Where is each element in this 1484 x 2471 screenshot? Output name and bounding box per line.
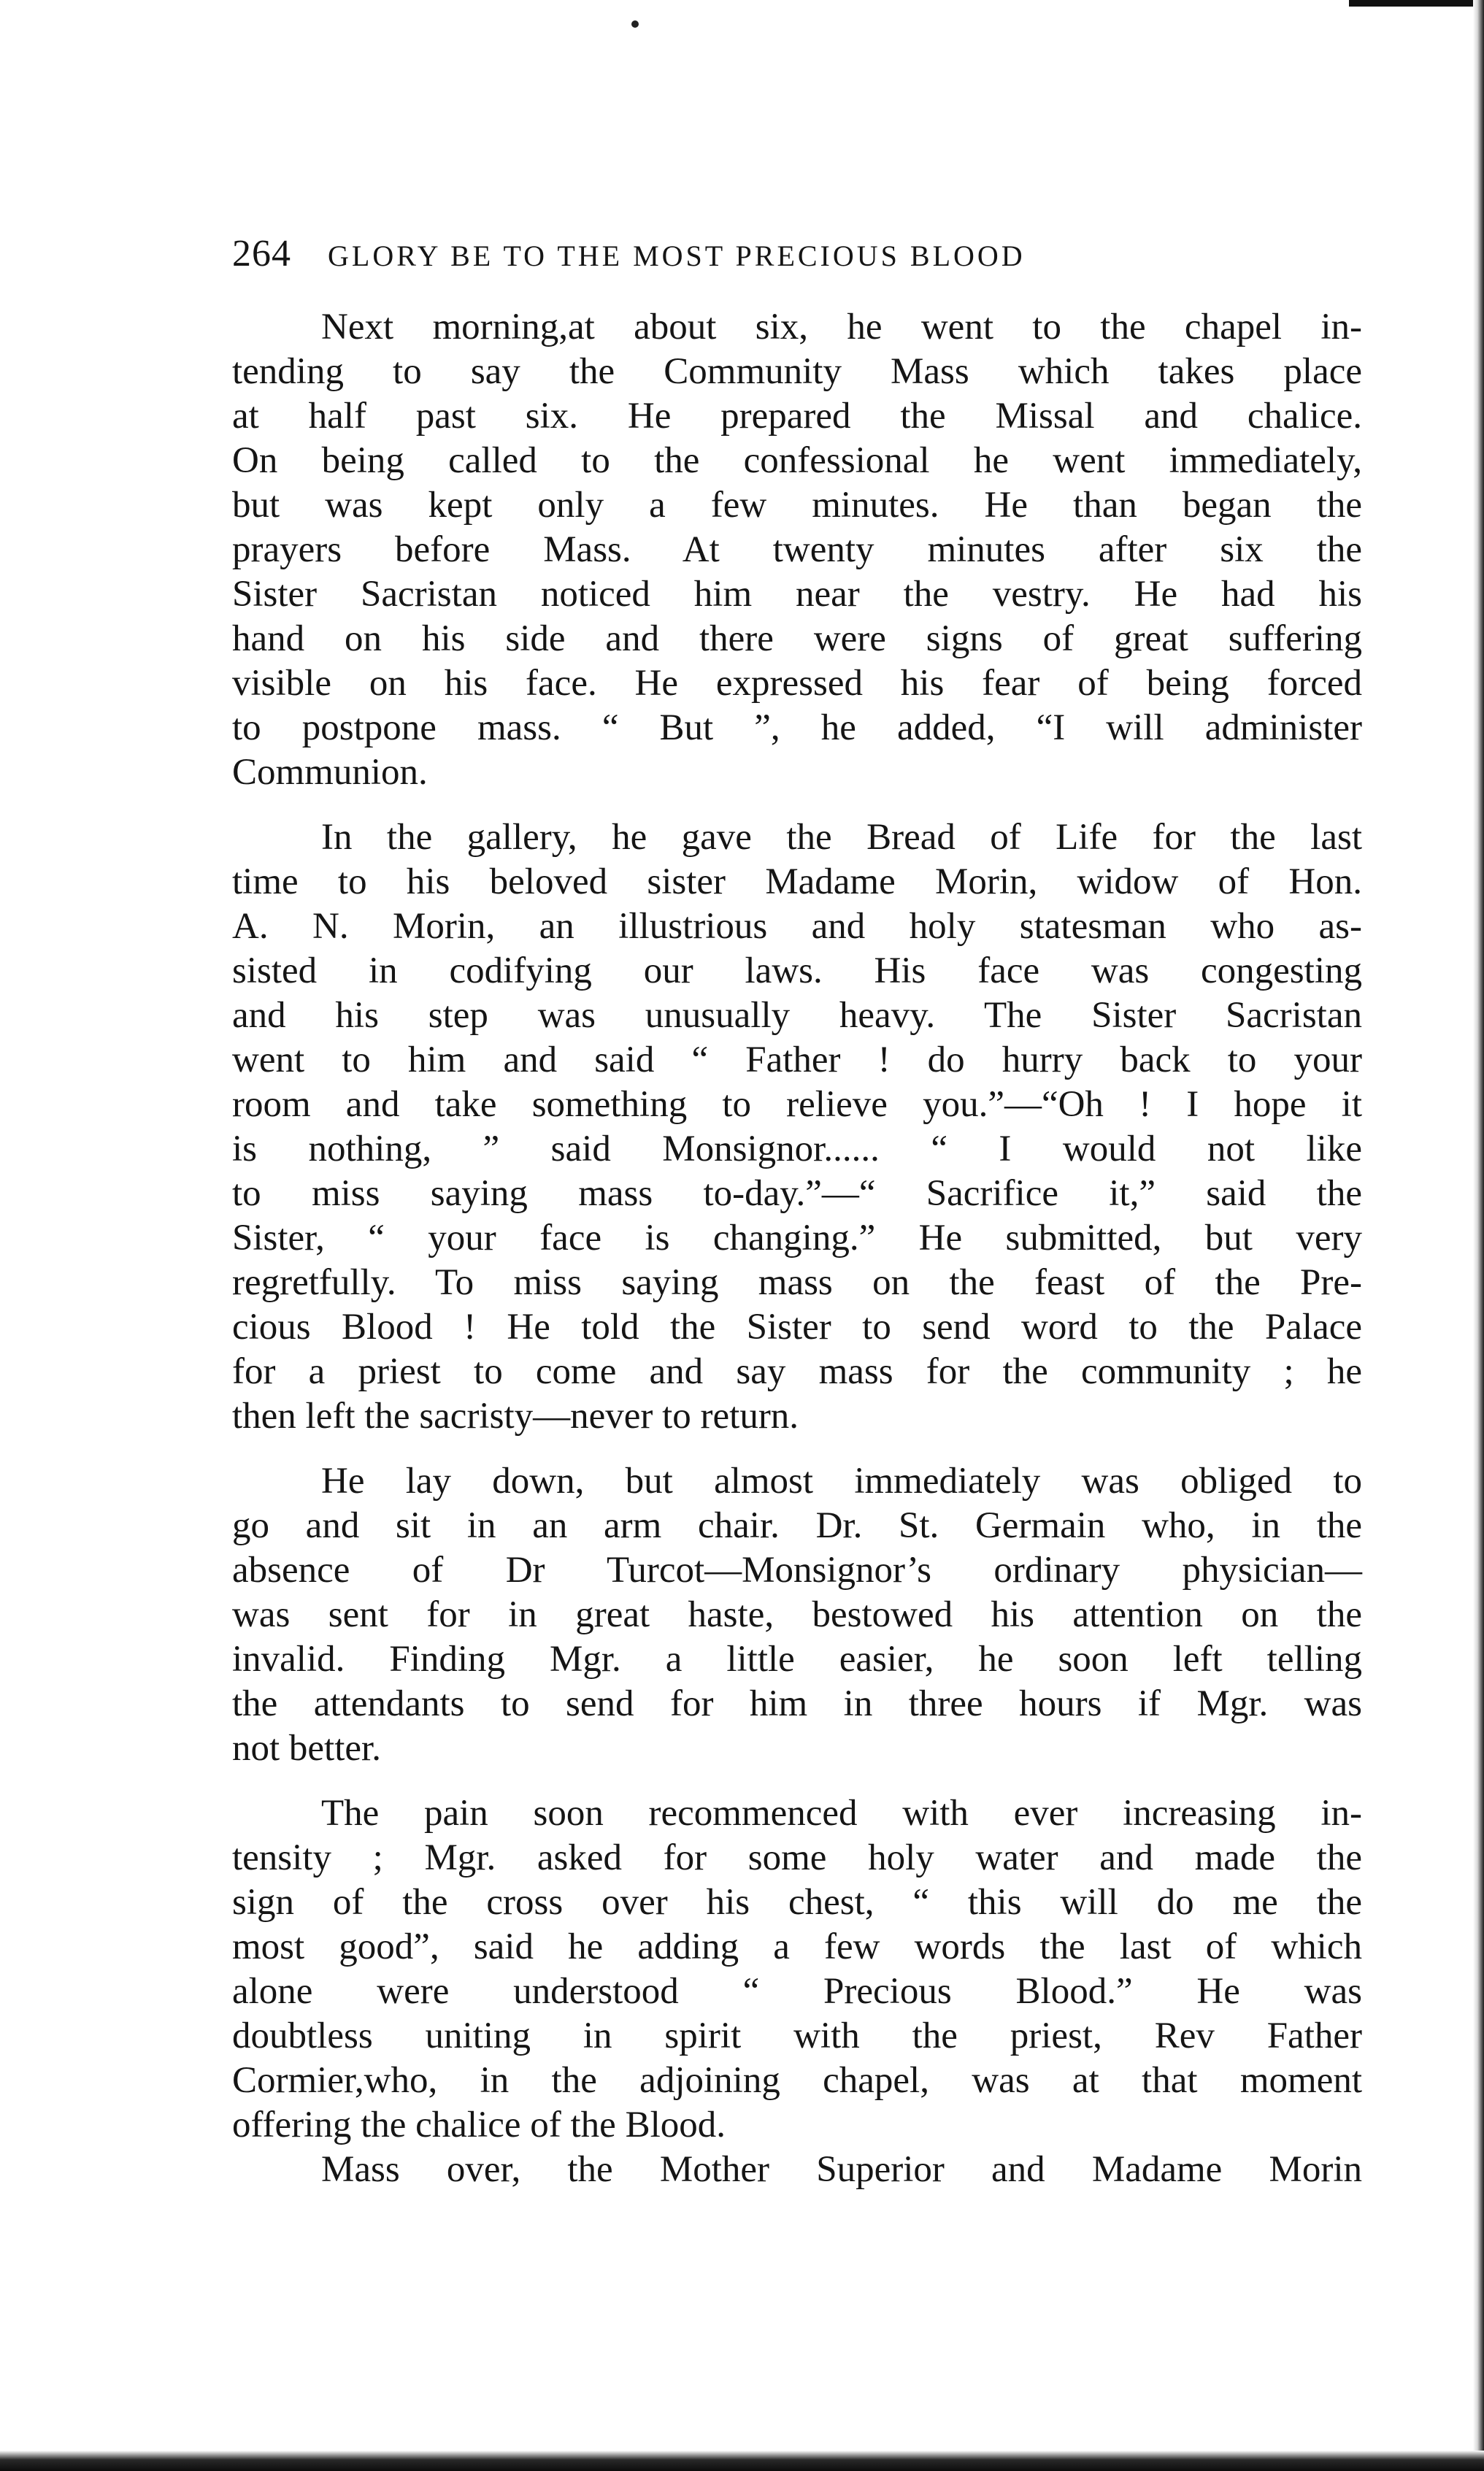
page-header bbox=[232, 232, 1371, 283]
text-line: alone were understood “ Precious Blood.” He was bbox=[232, 1971, 1362, 2012]
text-line: Sister Sacristan noticed him near the vestry. He had his bbox=[232, 574, 1362, 615]
text-line: hand on his side and there were signs of great suffering bbox=[232, 618, 1362, 659]
text-line: cious Blood ! He told the Sister to send word to the Palace bbox=[232, 1307, 1362, 1348]
text-line: room and take something to relieve you.”—“Oh ! I hope it bbox=[232, 1084, 1362, 1125]
text-line: prayers before Mass. At twenty minutes after six the bbox=[232, 529, 1362, 570]
text-line: most good”, said he adding a few words the last of which bbox=[232, 1926, 1362, 1967]
body-text bbox=[232, 305, 1362, 2213]
text-line: is nothing, ” said Monsignor...... “ I would not like bbox=[232, 1129, 1362, 1169]
text-line: was sent for in great haste, bestowed his attention on the bbox=[232, 1594, 1362, 1635]
text-line: visible on his face. He expressed his fear of being forced bbox=[232, 663, 1362, 704]
text-line: The pain soon recommenced with ever increasing in- bbox=[321, 1793, 1362, 1834]
scan-edge-top bbox=[1349, 0, 1484, 7]
text-line: not better. bbox=[232, 1728, 381, 1769]
text-line: time to his beloved sister Madame Morin, widow of Hon. bbox=[232, 861, 1362, 902]
scan-edge-bottom bbox=[0, 2451, 1484, 2471]
text-line: invalid. Finding Mgr. a little easier, he soon left telling bbox=[232, 1639, 1362, 1680]
text-line: Communion. bbox=[232, 752, 428, 793]
paragraph bbox=[232, 1791, 1362, 2148]
paragraph bbox=[232, 815, 1362, 1439]
text-line: go and sit in an arm chair. Dr. St. Germain who, in the bbox=[232, 1505, 1362, 1546]
text-line: to miss saying mass to-day.”—“ Sacrifice it,” said the bbox=[232, 1173, 1362, 1214]
paragraph bbox=[232, 1459, 1362, 1771]
scan-speck bbox=[631, 20, 639, 28]
text-line: tensity ; Mgr. asked for some holy water and made the bbox=[232, 1837, 1362, 1878]
text-line: Cormier,who, in the adjoining chapel, was at that moment bbox=[232, 2060, 1362, 2101]
text-line: to postpone mass. “ But ”, he added, “I will administer bbox=[232, 707, 1362, 748]
text-line: offering the chalice of the Blood. bbox=[232, 2105, 726, 2145]
text-line: regretfully. To miss saying mass on the feast of the Pre- bbox=[232, 1262, 1362, 1303]
paragraph bbox=[232, 2148, 1362, 2192]
running-head: GLORY BE TO THE MOST PRECIOUS BLOOD bbox=[328, 239, 1026, 272]
text-line: In the gallery, he gave the Bread of Life for the last bbox=[321, 817, 1362, 858]
text-line: went to him and said “ Father ! do hurry back to your bbox=[232, 1039, 1362, 1080]
text-line: for a priest to come and say mass for the community ; he bbox=[232, 1351, 1362, 1392]
text-line: He lay down, but almost immediately was obliged to bbox=[321, 1461, 1362, 1502]
text-line: and his step was unusually heavy. The Sister Sacristan bbox=[232, 995, 1362, 1036]
text-line: absence of Dr Turcot—Monsignor’s ordinary physician— bbox=[232, 1550, 1362, 1591]
text-line: the attendants to send for him in three hours if Mgr. was bbox=[232, 1683, 1362, 1724]
text-line: at half past six. He prepared the Missal and chalice. bbox=[232, 396, 1362, 437]
text-line: doubtless uniting in spirit with the priest, Rev Father bbox=[232, 2015, 1362, 2056]
text-line: On being called to the confessional he went immediately, bbox=[232, 440, 1362, 481]
text-line: Sister, “ your face is changing.” He submitted, but very bbox=[232, 1218, 1362, 1258]
text-line: then left the sacristy—never to return. bbox=[232, 1396, 799, 1437]
text-line: tending to say the Community Mass which takes place bbox=[232, 351, 1362, 392]
text-line: sign of the cross over his chest, “ this will do me the bbox=[232, 1882, 1362, 1923]
page-number: 264 bbox=[232, 233, 291, 274]
text-line: Mass over, the Mother Superior and Madame Morin bbox=[321, 2149, 1362, 2190]
text-line: Next morning,at about six, he went to the chapel in- bbox=[321, 307, 1362, 347]
text-line: A. N. Morin, an illustrious and holy statesman who as- bbox=[232, 906, 1362, 947]
text-line: but was kept only a few minutes. He than began the bbox=[232, 485, 1362, 526]
text-line: sisted in codifying our laws. His face was congesting bbox=[232, 950, 1362, 991]
scan-edge-right bbox=[1473, 0, 1484, 2471]
paragraph bbox=[232, 305, 1362, 795]
